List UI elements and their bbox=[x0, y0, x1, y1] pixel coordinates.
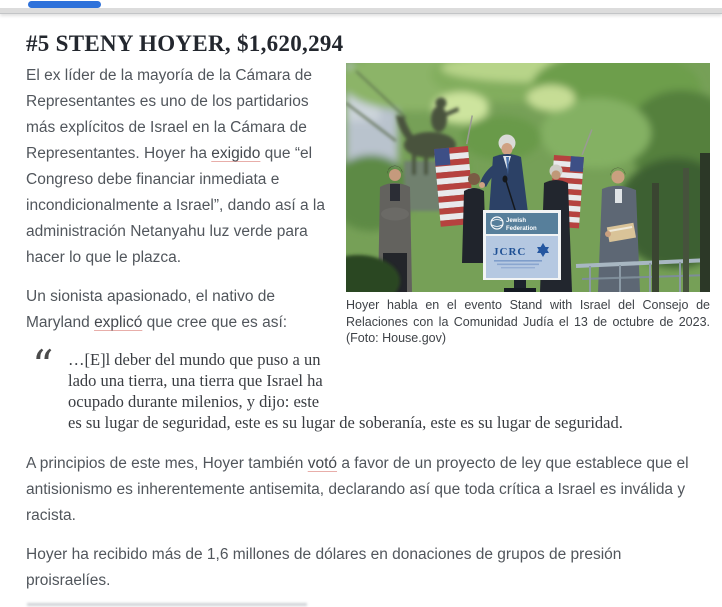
photo-illustration bbox=[346, 63, 710, 292]
paragraph-2-text-cont: que cree que es así: bbox=[142, 314, 288, 331]
paragraph-3-text-cont: a favor de un proyecto de ley que establece que el antisionismo es inherentemente antisemita, declarando así que toda crítica a Israel es inválida y racista. bbox=[26, 455, 689, 524]
link-exigido[interactable]: exigido bbox=[211, 145, 261, 162]
top-chrome-bar bbox=[0, 0, 722, 14]
podium-org-line2: Federation bbox=[506, 226, 537, 232]
article bbox=[0, 30, 722, 594]
article-title: #5 STENY HOYER, $1,620,294 bbox=[26, 31, 344, 56]
link-voto[interactable]: votó bbox=[307, 455, 338, 472]
paragraph-3-text: A principios de este mes, Hoyer también bbox=[26, 455, 308, 472]
pull-quote bbox=[32, 341, 710, 433]
paragraph-1-text: El ex líder de la mayoría de la Cámara de Representantes es uno de los partidarios más explícitos de Israel en la Cámara de Representantes. Hoyer ha bbox=[26, 67, 313, 162]
quote-icon: “ bbox=[32, 341, 54, 390]
link-explico[interactable]: explicó bbox=[94, 314, 143, 331]
article-figure bbox=[346, 63, 710, 347]
paragraph-3 bbox=[26, 451, 710, 529]
pull-quote-text: …[E]l deber del mundo que puso a un lado una tierra, una tierra que Israel ha ocupado durante milenios, y dijo: este es su lugar de seguridad, este es su lugar de soberanía, este es su lugar de seguridad. bbox=[68, 350, 623, 432]
reading-progress-indicator bbox=[28, 1, 101, 8]
paragraph-2-text: Un sionista apasionado, el nativo de Maryland bbox=[26, 288, 276, 331]
next-section-edge bbox=[27, 603, 307, 606]
paragraph-4: Hoyer ha recibido más de 1,6 millones de dólares en donaciones de grupos de presión proisraelíes. bbox=[26, 546, 622, 589]
podium-org-line1: Jewish bbox=[506, 218, 527, 224]
podium-jcrc-label: JCRC bbox=[493, 246, 527, 258]
article-photo bbox=[346, 63, 710, 292]
paragraph-1-text-cont: que “el Congreso debe financiar inmediata e incondicionalmente a Israel”, dando así a la administración Netanyahu luz verde para hacer lo que le plazca. bbox=[26, 145, 325, 266]
photo-caption: Hoyer habla en el evento Stand with Israel del Consejo de Relaciones con la Comunidad Judía el 13 de octubre de 2023. (Foto: House.gov) bbox=[346, 298, 710, 345]
